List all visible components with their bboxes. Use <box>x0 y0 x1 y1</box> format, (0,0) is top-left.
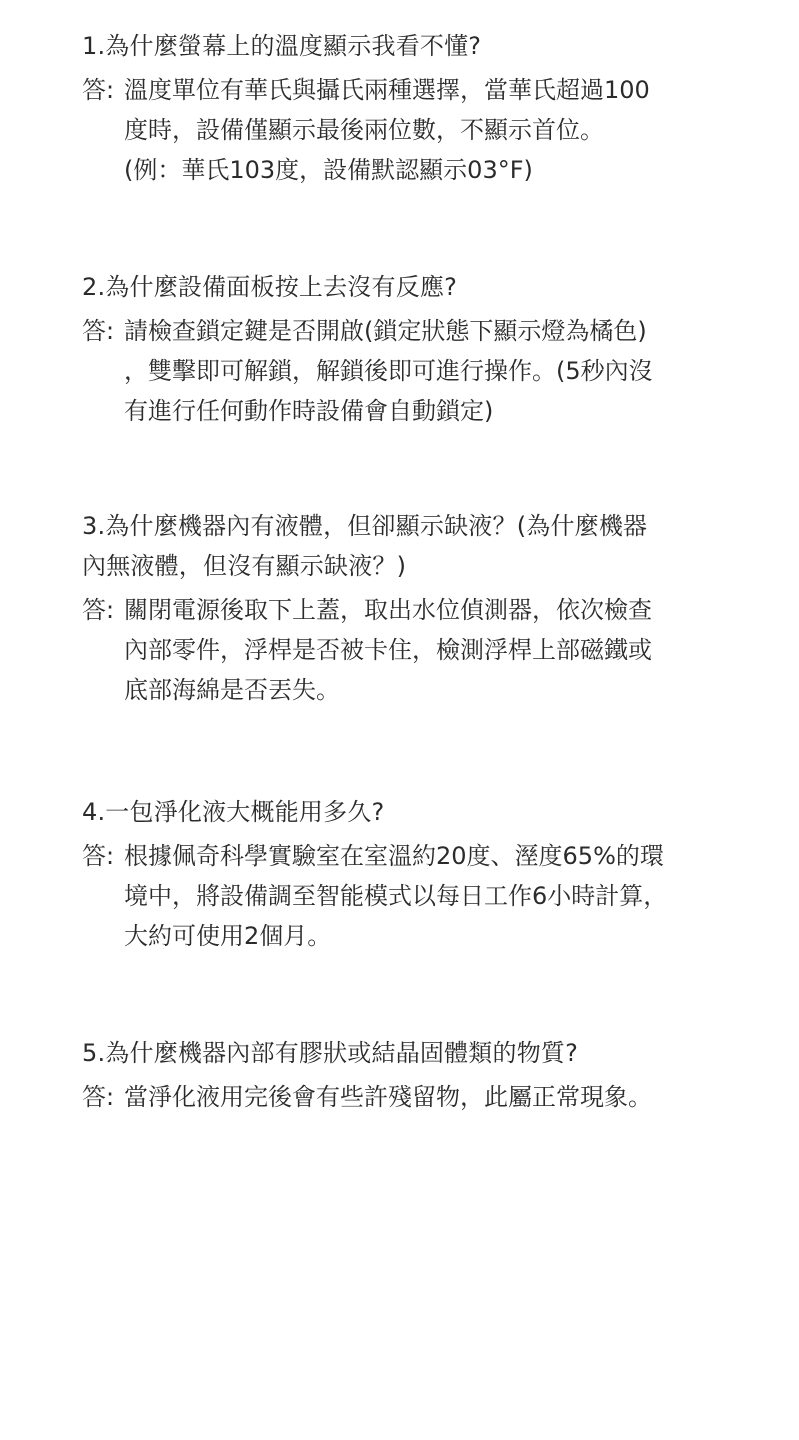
faq-question <box>82 26 722 66</box>
faq-item-4 <box>82 792 722 956</box>
faq-item-1 <box>82 26 722 190</box>
question-line: 3.為什麼機器內有液體，但卻顯示缺液？(為什麼機器 <box>82 512 648 540</box>
answer-line: 關閉電源後取下上蓋，取出水位偵測器，依次檢查 <box>124 596 652 624</box>
answer-line: 境中，將設備調至智能模式以每日工作6小時計算， <box>124 882 668 910</box>
answer-text <box>124 311 722 431</box>
answer-text <box>124 590 722 710</box>
answer-line: 根據佩奇科學實驗室在室溫約20度、溼度65%的環 <box>124 842 664 870</box>
question-line: 4.一包淨化液大概能用多久? <box>82 798 385 826</box>
faq-question <box>82 1033 722 1073</box>
answer-text <box>124 1077 722 1117</box>
answer-label: 答: <box>82 76 115 104</box>
answer-line: 溫度單位有華氏與攝氏兩種選擇，當華氏超過100 <box>124 76 650 104</box>
question-line: 2.為什麼設備面板按上去沒有反應? <box>82 273 458 301</box>
faq-question <box>82 792 722 832</box>
answer-label: 答: <box>82 596 115 624</box>
answer-label: 答: <box>82 1083 115 1111</box>
answer-label: 答: <box>82 317 115 345</box>
faq-question <box>82 267 722 307</box>
faq-answer <box>82 311 722 431</box>
question-line: 5.為什麼機器內部有膠狀或結晶固體類的物質? <box>82 1039 579 1067</box>
answer-text <box>124 836 722 956</box>
faq-item-5 <box>82 1033 722 1117</box>
answer-line: ，雙擊即可解鎖，解鎖後即可進行操作。(5秒內沒 <box>124 357 653 385</box>
answer-text <box>124 70 722 190</box>
question-line: 內無液體，但沒有顯示缺液？) <box>82 552 407 580</box>
answer-line: 度時，設備僅顯示最後兩位數，不顯示首位。 <box>124 116 604 144</box>
answer-line: 當淨化液用完後會有些許殘留物，此屬正常現象。 <box>124 1083 652 1111</box>
answer-line: 內部零件，浮桿是否被卡住，檢測浮桿上部磁鐵或 <box>124 636 652 664</box>
faq-answer <box>82 836 722 956</box>
faq-answer <box>82 590 722 710</box>
faq-answer <box>82 70 722 190</box>
answer-label: 答: <box>82 842 115 870</box>
faq-item-3 <box>82 506 722 710</box>
faq-question <box>82 506 722 586</box>
question-line: 1.為什麼螢幕上的溫度顯示我看不懂? <box>82 32 482 60</box>
answer-line: 底部海綿是否丟失。 <box>124 676 340 704</box>
answer-line: 有進行任何動作時設備會自動鎖定) <box>124 397 494 425</box>
faq-item-2 <box>82 267 722 431</box>
faq-answer <box>82 1077 722 1117</box>
answer-line: 請檢查鎖定鍵是否開啟(鎖定狀態下顯示燈為橘色) <box>124 317 647 345</box>
answer-line: (例：華氏103度，設備默認顯示03°F) <box>124 156 533 184</box>
answer-line: 大約可使用2個月。 <box>124 922 332 950</box>
